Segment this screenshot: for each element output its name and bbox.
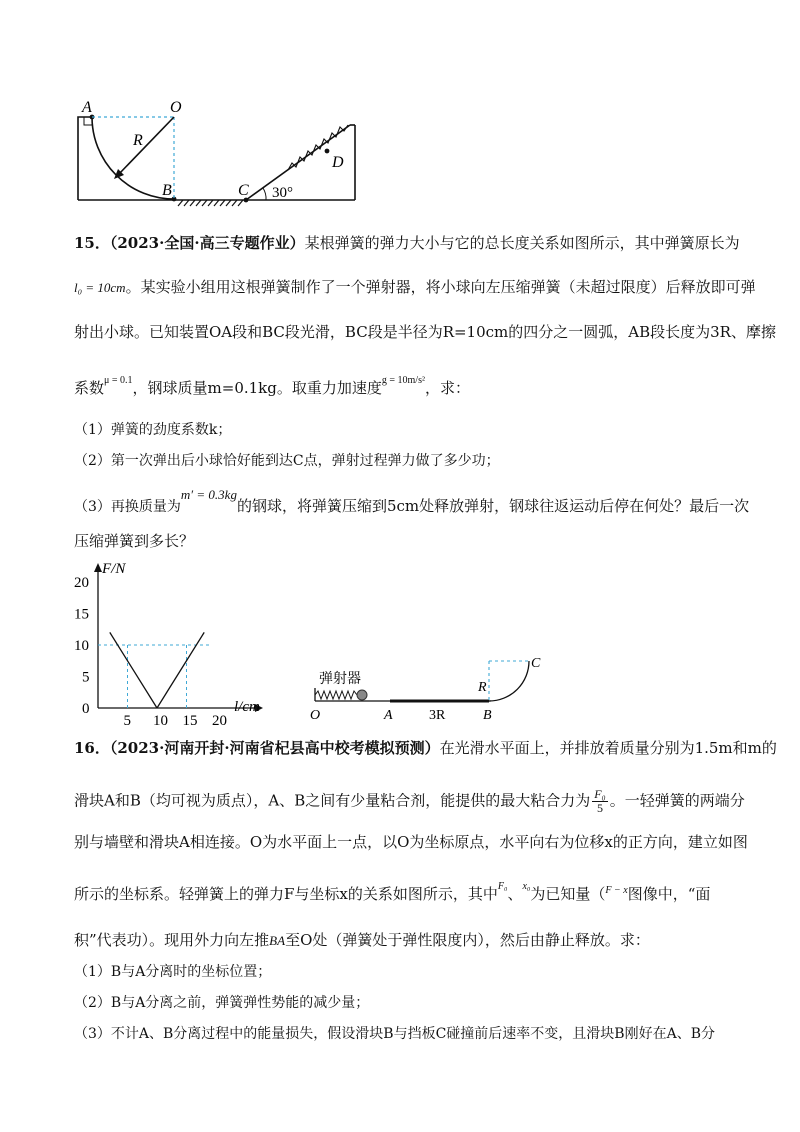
q15-g-formula: g = 10m/s² [381, 375, 425, 386]
q16-part-1 [74, 962, 271, 982]
q15-part-3b: 的钢球，将弹簧压缩到5cm处释放弹射，钢球往返运动后停在何处？最后一次 [236, 497, 750, 515]
q15-text-4a: 系数 [74, 379, 105, 397]
q16-line-4 [74, 881, 711, 907]
q15-text-4c: ，求： [424, 379, 470, 397]
x-tick-label: 10 [153, 713, 168, 725]
q15-number: 15． [74, 234, 110, 252]
q16-text-4a: 所示的坐标系。轻弹簧上的弹力F与坐标x的关系如图所示，其中 [74, 885, 498, 903]
q16-part-2-text: （2）B与A分离之前，弹簧弹性势能的减少量； [74, 995, 370, 1011]
q15-part-3 [74, 487, 750, 517]
label-O: O [170, 99, 182, 116]
y-tick-label: 5 [82, 669, 90, 686]
q15-part-3a: （3）再换质量为 [74, 499, 181, 515]
q15-text-1: 某根弹簧的弹力大小与它的总长度关系如图所示，其中弹簧原长为 [304, 234, 740, 252]
q16-text-4c: 图像中，“面 [627, 885, 711, 903]
force-length-chart [70, 555, 270, 725]
x-tick-label: 5 [123, 713, 131, 725]
q16-x0: x₀ [522, 881, 531, 892]
q16-part-1-text: （1）B与A分离时的坐标位置； [74, 964, 272, 980]
q15-line-1 [74, 233, 740, 253]
q15-line-4 [74, 375, 470, 401]
q15-line-2 [74, 277, 756, 298]
x-axis-label: l/cm [234, 699, 260, 715]
y-axis-label: F/N [102, 561, 126, 577]
q15-part-3-cont [74, 531, 194, 551]
q16-text-5a: 积”代表功）。现用外力向左推 [74, 931, 270, 949]
q16-text-4b: 为已知量（ [530, 885, 606, 903]
q15-part-2-text: （2）第一次弹出后小球恰好能到达C点，弹射过程弹力做了多少功； [74, 453, 500, 469]
launcher-label-device: 弹射器 [319, 671, 361, 687]
q16-line-2 [74, 788, 745, 815]
q15-line-3 [74, 322, 776, 342]
y-tick-label: 15 [74, 606, 89, 623]
q16-text-3: 别与墙壁和滑块A相连接。O为水平面上一点，以O为坐标原点，水平向右为位移x的正方向，建立如图 [74, 833, 748, 851]
q16-text-1: 在光滑水平面上，并排放着质量分别为1.5m和m的 [439, 739, 777, 757]
label-C: C [238, 182, 249, 199]
q16-line-3 [74, 832, 748, 852]
q15-text-2: 。某实验小组用这根弹簧制作了一个弹射器，将小球向左压缩弹簧（未超过限度）后释放即可弹 [125, 278, 756, 296]
q16-number: 16． [74, 739, 110, 757]
q16-Fx: F − x [605, 885, 628, 896]
x-tick-label: 15 [182, 713, 198, 725]
q15-l0-formula: l₀ = 10cm [74, 280, 126, 295]
series-segment-right [157, 632, 204, 708]
q16-line-1 [74, 738, 777, 758]
q16-BA: BA [269, 933, 286, 948]
q16-text-2a: 滑块A和B（均可视为质点），A、B之间有少量粘合剂，能提供的最大粘合力为 [74, 791, 591, 810]
series-segment-left [110, 632, 157, 708]
q15-part-1-text: （1）弹簧的劲度系数k； [74, 422, 232, 438]
label-B: B [162, 182, 172, 199]
q15-source: （2023·全国·高三专题作业） [109, 234, 305, 252]
label-angle: 30° [272, 185, 293, 201]
q16-part-2 [74, 993, 369, 1013]
label-D: D [332, 154, 344, 171]
q16-fraction [592, 788, 608, 815]
q15-mu-formula: μ = 0.1 [104, 375, 133, 386]
launcher-label-B: B [483, 708, 492, 723]
figure-track-spring [70, 95, 370, 215]
q15-part-2 [74, 451, 500, 471]
x-tick-label: 20 [212, 713, 227, 725]
launcher-label-AB: 3R [429, 708, 446, 723]
q16-fraction-num: F₀ [594, 787, 606, 801]
q16-F0: F₀ [497, 881, 508, 892]
q15-text-3: 射出小球。已知装置OA段和BC段光滑，BC段是半径为R=10cm的四分之一圆弧，AB段长度为3R、摩擦 [74, 323, 776, 341]
q16-source: （2023·河南开封·河南省杞县高中校考模拟预测） [109, 739, 440, 757]
q16-part-3 [74, 1024, 715, 1044]
q16-line-5 [74, 930, 650, 951]
y-tick-label: 10 [74, 638, 89, 654]
label-A: A [82, 99, 92, 116]
q16-text-5b: 至O处（弹簧处于弹性限度内），然后由静止释放。求： [285, 931, 650, 949]
q15-part-1 [74, 420, 231, 440]
q15-part-3c: 压缩弹簧到多长？ [74, 532, 195, 550]
q16-part-3-text: （3）不计A、B分离过程中的能量损失，假设滑块B与挡板C碰撞前后速率不变，且滑块B刚好在A、B分 [74, 1026, 715, 1042]
label-R: R [133, 132, 143, 149]
y-tick-label: 0 [82, 701, 90, 717]
q15-text-4b: ，钢球质量m=0.1kg。取重力加速度 [132, 379, 382, 397]
launcher-label-C: C [531, 656, 541, 671]
q16-sep: 、 [507, 885, 523, 903]
launcher-label-A: A [384, 708, 393, 723]
q15-mprime-formula: m′ = 0.3kg [180, 487, 237, 502]
launcher-label-O: O [310, 708, 321, 723]
q16-text-2b: 。一轻弹簧的两端分 [609, 791, 745, 810]
y-tick-label: 20 [74, 575, 89, 591]
q16-fraction-den: 5 [596, 801, 603, 815]
figure-launcher [305, 655, 555, 725]
launcher-label-R: R [478, 680, 487, 695]
